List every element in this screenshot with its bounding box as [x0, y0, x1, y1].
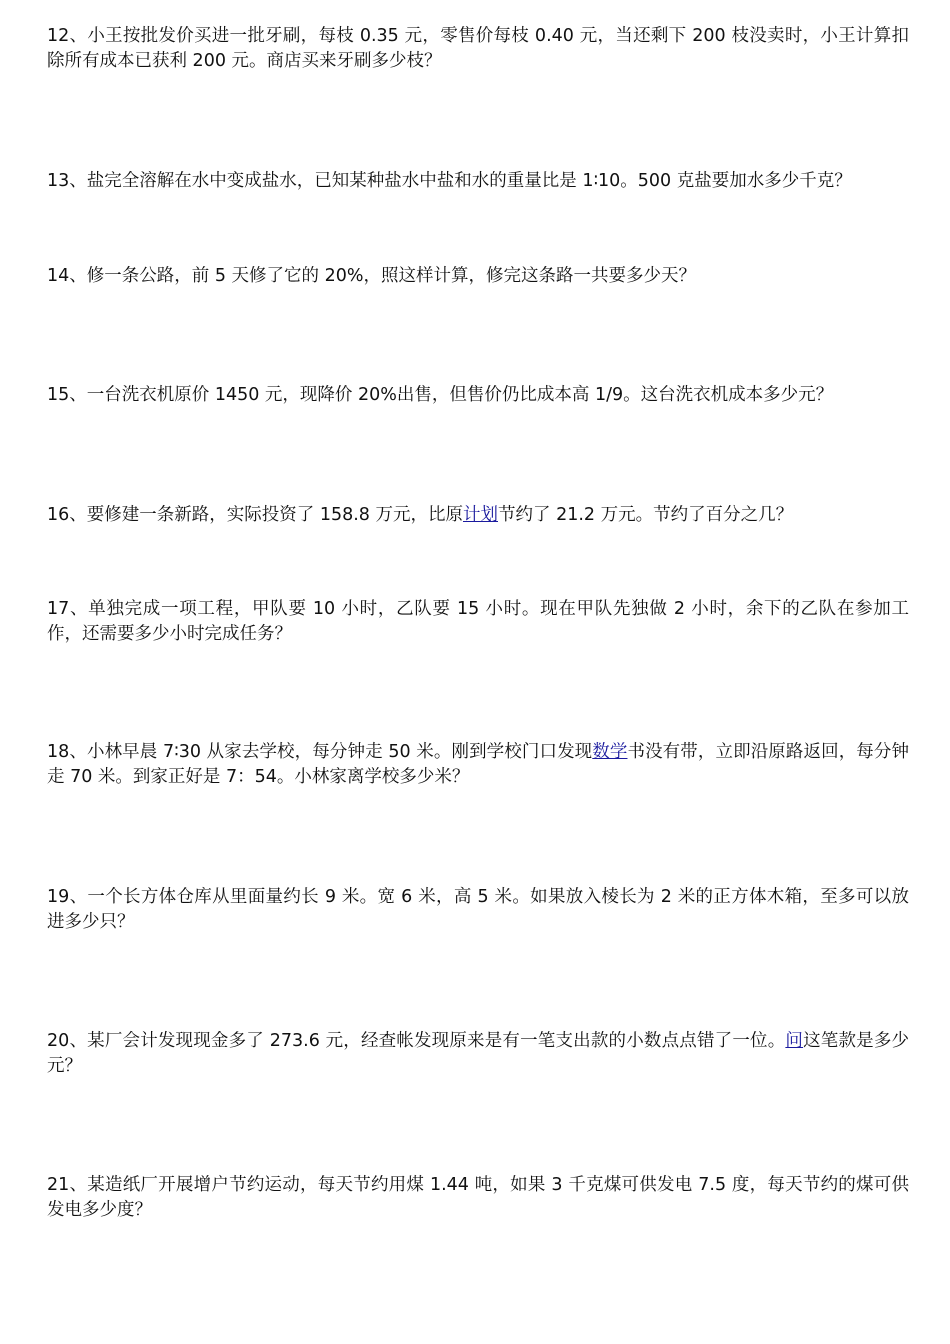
- problem-text: 节约了 21.2 万元。节约了百分之几？: [498, 505, 794, 525]
- problem-19: [47, 885, 909, 935]
- problem-text: 13、盐完全溶解在水中变成盐水，已知某种盐水中盐和水的重量比是 1∶10。500 克盐要加水多少千克？: [47, 171, 852, 191]
- link-plan[interactable]: 计划: [463, 505, 498, 525]
- problem-17: [47, 597, 909, 647]
- problem-text: 20、某厂会计发现现金多了 273.6 元，经查帐发现原来是有一笔支出款的小数点点错了一位。: [47, 1031, 786, 1051]
- problem-text: 21、某造纸厂开展增户节约运动，每天节约用煤 1.44 吨，如果 3 千克煤可供发电 7.5 度，每天节约的煤可供发电多少度？: [47, 1175, 909, 1220]
- problem-text: 16、要修建一条新路，实际投资了 158.8 万元，比原: [47, 505, 463, 525]
- problem-text: 19、一个长方体仓库从里面量约长 9 米。宽 6 米，高 5 米。如果放入棱长为 2 米的正方体木箱，至多可以放进多少只？: [47, 887, 909, 932]
- problem-text: 17、单独完成一项工程，甲队要 10 小时，乙队要 15 小时。现在甲队先独做 2 小时，余下的乙队在参加工作，还需要多少小时完成任务？: [47, 599, 909, 644]
- problem-12: [47, 24, 909, 74]
- problem-20: [47, 1029, 909, 1079]
- problem-text: 18、小林早晨 7∶30 从家去学校，每分钟走 50 米。刚到学校门口发现: [47, 742, 593, 762]
- problem-18: [47, 740, 909, 790]
- problem-13: [47, 169, 909, 194]
- link-ask[interactable]: 问: [785, 1031, 804, 1051]
- problem-text: 书没有带，立即沿原路返回，每分钟走 70 米。到家正好是 7：54。小林家离学校多少米？: [47, 742, 909, 787]
- problem-text: 这笔款是多少元？: [47, 1031, 910, 1076]
- link-math[interactable]: 数学: [592, 742, 628, 762]
- problem-text: 14、修一条公路，前 5 天修了它的 20%，照这样计算，修完这条路一共要多少天？: [47, 266, 696, 286]
- problem-16: [47, 503, 909, 528]
- problem-14: [47, 264, 909, 289]
- problem-15: [47, 383, 909, 408]
- problem-text: 12、小王按批发价买进一批牙刷，每枝 0.35 元，零售价每枝 0.40 元，当还剩下 200 枝没卖时，小王计算扣除所有成本已获利 200 元。商店买来牙刷多少枝？: [47, 26, 909, 71]
- problem-text: 15、一台洗衣机原价 1450 元，现降价 20%出售，但售价仍比成本高 1/9。这台洗衣机成本多少元？: [47, 385, 834, 405]
- problem-21: [47, 1173, 909, 1223]
